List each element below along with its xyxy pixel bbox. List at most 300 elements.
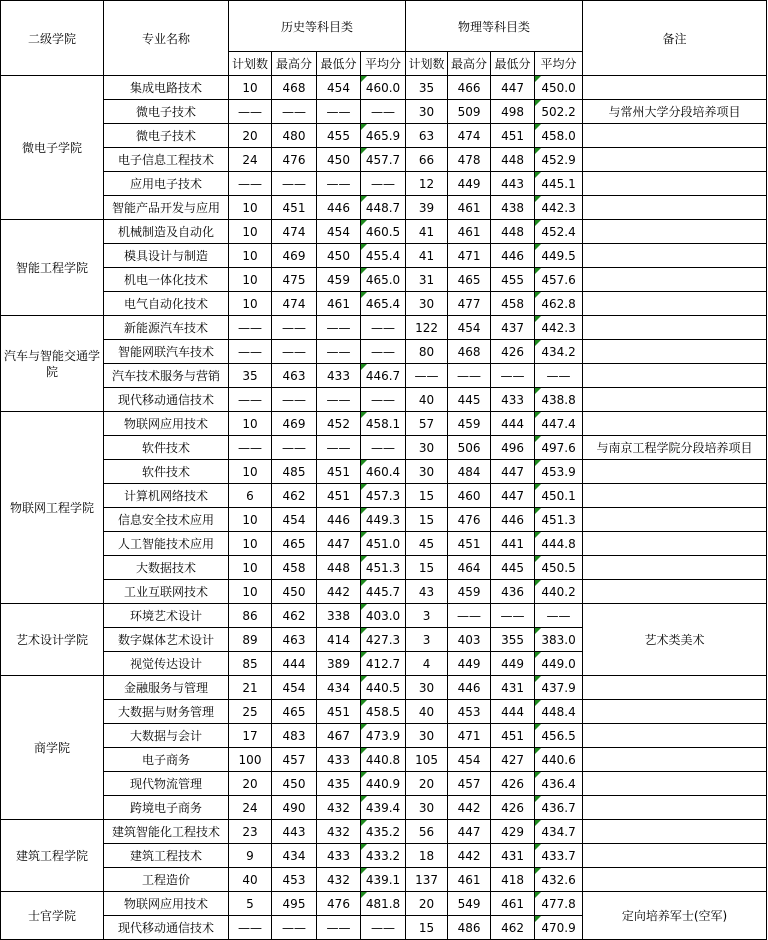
history-score-cell: 432 <box>317 796 361 820</box>
remark-cell: 与常州大学分段培养项目 <box>583 100 767 124</box>
history-score-cell: 40 <box>229 868 272 892</box>
physics-score-cell: 436.7 <box>535 796 583 820</box>
history-score-cell: 481.8 <box>361 892 406 916</box>
remark-cell <box>583 700 767 724</box>
history-score-cell: 457 <box>272 748 317 772</box>
remark-cell <box>583 316 767 340</box>
history-score-cell: —— <box>361 340 406 364</box>
history-score-cell: 444 <box>272 652 317 676</box>
physics-score-cell: 443 <box>491 172 535 196</box>
history-score-cell: 435 <box>317 772 361 796</box>
table-row <box>1 148 767 172</box>
major-cell: 工业互联网技术 <box>104 580 229 604</box>
table-row <box>1 100 767 124</box>
physics-score-cell: 445.1 <box>535 172 583 196</box>
history-score-cell: 465.0 <box>361 268 406 292</box>
physics-score-cell: 462 <box>491 916 535 940</box>
table-row <box>1 604 767 628</box>
history-score-cell: 458.5 <box>361 700 406 724</box>
physics-score-cell: 432.6 <box>535 868 583 892</box>
physics-score-cell: 30 <box>406 724 448 748</box>
history-score-cell: —— <box>272 316 317 340</box>
history-score-cell: 457.3 <box>361 484 406 508</box>
major-cell: 应用电子技术 <box>104 172 229 196</box>
physics-score-cell: 434.2 <box>535 340 583 364</box>
remark-cell <box>583 268 767 292</box>
physics-score-cell: 45 <box>406 532 448 556</box>
physics-score-cell: 427 <box>491 748 535 772</box>
remark-cell <box>583 220 767 244</box>
history-score-cell: —— <box>361 100 406 124</box>
history-score-cell: 467 <box>317 724 361 748</box>
physics-score-cell: 431 <box>491 676 535 700</box>
physics-score-cell: 451 <box>491 724 535 748</box>
table-body <box>1 76 767 940</box>
header-physics-plan: 计划数 <box>406 52 448 76</box>
physics-score-cell: 476 <box>448 508 491 532</box>
major-cell: 新能源汽车技术 <box>104 316 229 340</box>
major-cell: 大数据与会计 <box>104 724 229 748</box>
major-cell: 工程造价 <box>104 868 229 892</box>
history-score-cell: —— <box>361 388 406 412</box>
history-score-cell: 10 <box>229 220 272 244</box>
table-row <box>1 340 767 364</box>
major-cell: 汽车技术服务与营销 <box>104 364 229 388</box>
physics-score-cell: 447 <box>491 76 535 100</box>
physics-score-cell: 445 <box>491 556 535 580</box>
physics-score-cell: 451 <box>448 532 491 556</box>
physics-score-cell: 440.6 <box>535 748 583 772</box>
history-score-cell: 469 <box>272 412 317 436</box>
major-cell: 电子信息工程技术 <box>104 148 229 172</box>
physics-score-cell: 442 <box>448 796 491 820</box>
physics-score-cell: 426 <box>491 796 535 820</box>
physics-score-cell: 15 <box>406 556 448 580</box>
major-cell: 物联网应用技术 <box>104 892 229 916</box>
history-score-cell: —— <box>272 100 317 124</box>
physics-score-cell: 446 <box>491 508 535 532</box>
physics-score-cell: 452.4 <box>535 220 583 244</box>
remark-cell <box>583 484 767 508</box>
college-cell: 艺术设计学院 <box>1 604 104 676</box>
history-score-cell: 460.4 <box>361 460 406 484</box>
history-score-cell: 412.7 <box>361 652 406 676</box>
physics-score-cell: 57 <box>406 412 448 436</box>
major-cell: 集成电路技术 <box>104 76 229 100</box>
physics-score-cell: 461 <box>448 196 491 220</box>
table-row <box>1 844 767 868</box>
history-score-cell: 21 <box>229 676 272 700</box>
physics-score-cell: 458.0 <box>535 124 583 148</box>
college-cell: 士官学院 <box>1 892 104 940</box>
physics-score-cell: 4 <box>406 652 448 676</box>
physics-score-cell: 449.0 <box>535 652 583 676</box>
header-physics-min: 最低分 <box>491 52 535 76</box>
physics-score-cell: 450.1 <box>535 484 583 508</box>
history-score-cell: 454 <box>317 220 361 244</box>
physics-score-cell: 20 <box>406 892 448 916</box>
history-score-cell: 433 <box>317 844 361 868</box>
major-cell: 电气自动化技术 <box>104 292 229 316</box>
history-score-cell: 439.1 <box>361 868 406 892</box>
physics-score-cell: 460 <box>448 484 491 508</box>
table-row <box>1 292 767 316</box>
history-score-cell: —— <box>361 172 406 196</box>
history-score-cell: 443 <box>272 820 317 844</box>
physics-score-cell: 455 <box>491 268 535 292</box>
remark-cell: 艺术类美术 <box>583 604 767 676</box>
history-score-cell: 389 <box>317 652 361 676</box>
physics-score-cell: 509 <box>448 100 491 124</box>
physics-score-cell: 426 <box>491 340 535 364</box>
history-score-cell: 440.9 <box>361 772 406 796</box>
history-score-cell: 20 <box>229 772 272 796</box>
history-score-cell: 465.9 <box>361 124 406 148</box>
physics-score-cell: 39 <box>406 196 448 220</box>
history-score-cell: —— <box>229 172 272 196</box>
major-cell: 机械制造及自动化 <box>104 220 229 244</box>
physics-score-cell: 122 <box>406 316 448 340</box>
physics-score-cell: 471 <box>448 244 491 268</box>
physics-score-cell: 355 <box>491 628 535 652</box>
physics-score-cell: 43 <box>406 580 448 604</box>
history-score-cell: 446 <box>317 508 361 532</box>
remark-cell <box>583 124 767 148</box>
history-score-cell: 24 <box>229 148 272 172</box>
history-score-cell: 17 <box>229 724 272 748</box>
history-score-cell: 457.7 <box>361 148 406 172</box>
remark-cell <box>583 364 767 388</box>
history-score-cell: 451.0 <box>361 532 406 556</box>
history-score-cell: 10 <box>229 460 272 484</box>
physics-score-cell: 437 <box>491 316 535 340</box>
history-score-cell: 433.2 <box>361 844 406 868</box>
history-score-cell: 455 <box>317 124 361 148</box>
remark-cell <box>583 340 767 364</box>
history-score-cell: 433 <box>317 364 361 388</box>
remark-cell <box>583 196 767 220</box>
remark-cell <box>583 148 767 172</box>
physics-score-cell: 433.7 <box>535 844 583 868</box>
major-cell: 大数据与财务管理 <box>104 700 229 724</box>
history-score-cell: —— <box>272 436 317 460</box>
physics-score-cell: 450.0 <box>535 76 583 100</box>
history-score-cell: 445.7 <box>361 580 406 604</box>
physics-score-cell: 549 <box>448 892 491 916</box>
history-score-cell: 455.4 <box>361 244 406 268</box>
table-row <box>1 796 767 820</box>
history-score-cell: 338 <box>317 604 361 628</box>
history-score-cell: 433 <box>317 748 361 772</box>
header-history-plan: 计划数 <box>229 52 272 76</box>
physics-score-cell: 447 <box>491 460 535 484</box>
physics-score-cell: 446 <box>448 676 491 700</box>
physics-score-cell: 3 <box>406 604 448 628</box>
history-score-cell: 434 <box>317 676 361 700</box>
history-score-cell: 473.9 <box>361 724 406 748</box>
history-score-cell: 446 <box>317 196 361 220</box>
remark-cell <box>583 820 767 844</box>
remark-cell <box>583 532 767 556</box>
history-score-cell: 403.0 <box>361 604 406 628</box>
history-score-cell: —— <box>361 316 406 340</box>
physics-score-cell: 418 <box>491 868 535 892</box>
history-score-cell: 454 <box>317 76 361 100</box>
major-cell: 环境艺术设计 <box>104 604 229 628</box>
table-row <box>1 892 767 916</box>
major-cell: 微电子技术 <box>104 100 229 124</box>
major-cell: 智能网联汽车技术 <box>104 340 229 364</box>
physics-score-cell: 465 <box>448 268 491 292</box>
table-row <box>1 196 767 220</box>
history-score-cell: 495 <box>272 892 317 916</box>
physics-score-cell: 30 <box>406 100 448 124</box>
table-row <box>1 436 767 460</box>
physics-score-cell: 20 <box>406 772 448 796</box>
remark-cell <box>583 388 767 412</box>
physics-score-cell: 462.8 <box>535 292 583 316</box>
remark-cell: 定向培养军士(空军) <box>583 892 767 940</box>
header-history-max: 最高分 <box>272 52 317 76</box>
history-score-cell: 440.5 <box>361 676 406 700</box>
history-score-cell: —— <box>229 436 272 460</box>
remark-cell <box>583 676 767 700</box>
history-score-cell: 6 <box>229 484 272 508</box>
physics-score-cell: 30 <box>406 436 448 460</box>
history-score-cell: 490 <box>272 796 317 820</box>
history-score-cell: —— <box>317 100 361 124</box>
physics-score-cell: 431 <box>491 844 535 868</box>
major-cell: 现代移动通信技术 <box>104 388 229 412</box>
physics-score-cell: 446 <box>491 244 535 268</box>
physics-score-cell: 471 <box>448 724 491 748</box>
history-score-cell: 439.4 <box>361 796 406 820</box>
major-cell: 跨境电子商务 <box>104 796 229 820</box>
history-score-cell: 24 <box>229 796 272 820</box>
table-row <box>1 460 767 484</box>
physics-score-cell: 105 <box>406 748 448 772</box>
major-cell: 计算机网络技术 <box>104 484 229 508</box>
history-score-cell: 448 <box>317 556 361 580</box>
physics-score-cell: —— <box>448 604 491 628</box>
remark-cell <box>583 172 767 196</box>
physics-score-cell: 477.8 <box>535 892 583 916</box>
physics-score-cell: 444 <box>491 700 535 724</box>
history-score-cell: 446.7 <box>361 364 406 388</box>
history-score-cell: 10 <box>229 412 272 436</box>
physics-score-cell: 63 <box>406 124 448 148</box>
physics-score-cell: 31 <box>406 268 448 292</box>
table-row <box>1 676 767 700</box>
table-row <box>1 76 767 100</box>
history-score-cell: 20 <box>229 124 272 148</box>
physics-score-cell: —— <box>491 364 535 388</box>
physics-score-cell: 448 <box>491 220 535 244</box>
physics-score-cell: 498 <box>491 100 535 124</box>
physics-score-cell: 436 <box>491 580 535 604</box>
history-score-cell: —— <box>272 388 317 412</box>
header-history-min: 最低分 <box>317 52 361 76</box>
history-score-cell: —— <box>229 916 272 940</box>
physics-score-cell: 3 <box>406 628 448 652</box>
remark-cell: 与南京工程学院分段培养项目 <box>583 436 767 460</box>
history-score-cell: 462 <box>272 484 317 508</box>
college-cell: 智能工程学院 <box>1 220 104 316</box>
history-score-cell: 458.1 <box>361 412 406 436</box>
history-score-cell: 476 <box>272 148 317 172</box>
physics-score-cell: 30 <box>406 676 448 700</box>
physics-score-cell: 442.3 <box>535 196 583 220</box>
table-row <box>1 580 767 604</box>
physics-score-cell: 496 <box>491 436 535 460</box>
history-score-cell: 434 <box>272 844 317 868</box>
header-history-group: 历史等科目类 <box>229 1 406 52</box>
physics-score-cell: 461 <box>448 220 491 244</box>
header-college: 二级学院 <box>1 1 104 76</box>
history-score-cell: 465 <box>272 532 317 556</box>
history-score-cell: 476 <box>317 892 361 916</box>
physics-score-cell: 461 <box>491 892 535 916</box>
history-score-cell: 475 <box>272 268 317 292</box>
physics-score-cell: 453.9 <box>535 460 583 484</box>
remark-cell <box>583 844 767 868</box>
physics-score-cell: 468 <box>448 340 491 364</box>
table-row <box>1 820 767 844</box>
physics-score-cell: 15 <box>406 508 448 532</box>
remark-cell <box>583 724 767 748</box>
history-score-cell: —— <box>229 388 272 412</box>
remark-cell <box>583 244 767 268</box>
history-score-cell: 474 <box>272 220 317 244</box>
history-score-cell: 468 <box>272 76 317 100</box>
physics-score-cell: 30 <box>406 796 448 820</box>
history-score-cell: 85 <box>229 652 272 676</box>
physics-score-cell: 438 <box>491 196 535 220</box>
physics-score-cell: 137 <box>406 868 448 892</box>
major-cell: 智能产品开发与应用 <box>104 196 229 220</box>
history-score-cell: 10 <box>229 292 272 316</box>
physics-score-cell: 41 <box>406 220 448 244</box>
history-score-cell: 462 <box>272 604 317 628</box>
history-score-cell: —— <box>317 436 361 460</box>
physics-score-cell: —— <box>491 604 535 628</box>
major-cell: 建筑工程技术 <box>104 844 229 868</box>
physics-score-cell: 15 <box>406 484 448 508</box>
physics-score-cell: 448 <box>491 148 535 172</box>
remark-cell <box>583 868 767 892</box>
history-score-cell: 458 <box>272 556 317 580</box>
major-cell: 软件技术 <box>104 436 229 460</box>
history-score-cell: —— <box>317 316 361 340</box>
header-physics-group: 物理等科目类 <box>406 1 583 52</box>
physics-score-cell: 456.5 <box>535 724 583 748</box>
major-cell: 电子商务 <box>104 748 229 772</box>
table-row <box>1 388 767 412</box>
history-score-cell: 451 <box>272 196 317 220</box>
physics-score-cell: 478 <box>448 148 491 172</box>
physics-score-cell: 474 <box>448 124 491 148</box>
history-score-cell: 485 <box>272 460 317 484</box>
history-score-cell: 10 <box>229 244 272 268</box>
physics-score-cell: 56 <box>406 820 448 844</box>
major-cell: 现代物流管理 <box>104 772 229 796</box>
physics-score-cell: 477 <box>448 292 491 316</box>
physics-score-cell: 383.0 <box>535 628 583 652</box>
physics-score-cell: 506 <box>448 436 491 460</box>
history-score-cell: 9 <box>229 844 272 868</box>
physics-score-cell: 453 <box>448 700 491 724</box>
physics-score-cell: 440.2 <box>535 580 583 604</box>
history-score-cell: 35 <box>229 364 272 388</box>
history-score-cell: 474 <box>272 292 317 316</box>
physics-score-cell: 449 <box>491 652 535 676</box>
physics-score-cell: 15 <box>406 916 448 940</box>
physics-score-cell: 451 <box>491 124 535 148</box>
physics-score-cell: —— <box>448 364 491 388</box>
remark-cell <box>583 292 767 316</box>
physics-score-cell: 452.9 <box>535 148 583 172</box>
history-score-cell: 10 <box>229 196 272 220</box>
history-score-cell: 465.4 <box>361 292 406 316</box>
major-cell: 建筑智能化工程技术 <box>104 820 229 844</box>
table-row <box>1 220 767 244</box>
history-score-cell: 451 <box>317 700 361 724</box>
college-cell: 建筑工程学院 <box>1 820 104 892</box>
history-score-cell: 450 <box>272 772 317 796</box>
physics-score-cell: 441 <box>491 532 535 556</box>
table-row <box>1 244 767 268</box>
remark-cell <box>583 580 767 604</box>
table-row <box>1 724 767 748</box>
major-cell: 微电子技术 <box>104 124 229 148</box>
history-score-cell: 449.3 <box>361 508 406 532</box>
major-cell: 机电一体化技术 <box>104 268 229 292</box>
history-score-cell: —— <box>317 172 361 196</box>
physics-score-cell: 502.2 <box>535 100 583 124</box>
history-score-cell: 463 <box>272 628 317 652</box>
remark-cell <box>583 508 767 532</box>
table-row <box>1 412 767 436</box>
physics-score-cell: 40 <box>406 388 448 412</box>
history-score-cell: 459 <box>317 268 361 292</box>
history-score-cell: 450 <box>317 244 361 268</box>
physics-score-cell: 40 <box>406 700 448 724</box>
physics-score-cell: 30 <box>406 292 448 316</box>
major-cell: 信息安全技术应用 <box>104 508 229 532</box>
physics-score-cell: 426 <box>491 772 535 796</box>
physics-score-cell: 30 <box>406 460 448 484</box>
history-score-cell: 469 <box>272 244 317 268</box>
physics-score-cell: 436.4 <box>535 772 583 796</box>
physics-score-cell: —— <box>406 364 448 388</box>
physics-score-cell: 429 <box>491 820 535 844</box>
physics-score-cell: 459 <box>448 580 491 604</box>
history-score-cell: 454 <box>272 508 317 532</box>
table-row <box>1 556 767 580</box>
physics-score-cell: 433 <box>491 388 535 412</box>
remark-cell <box>583 796 767 820</box>
physics-score-cell: 451.3 <box>535 508 583 532</box>
college-cell: 汽车与智能交通学院 <box>1 316 104 412</box>
history-score-cell: —— <box>229 100 272 124</box>
table-row <box>1 316 767 340</box>
remark-cell <box>583 76 767 100</box>
history-score-cell: 451 <box>317 484 361 508</box>
header-history-avg: 平均分 <box>361 52 406 76</box>
history-score-cell: 432 <box>317 868 361 892</box>
history-score-cell: 442 <box>317 580 361 604</box>
history-score-cell: 25 <box>229 700 272 724</box>
